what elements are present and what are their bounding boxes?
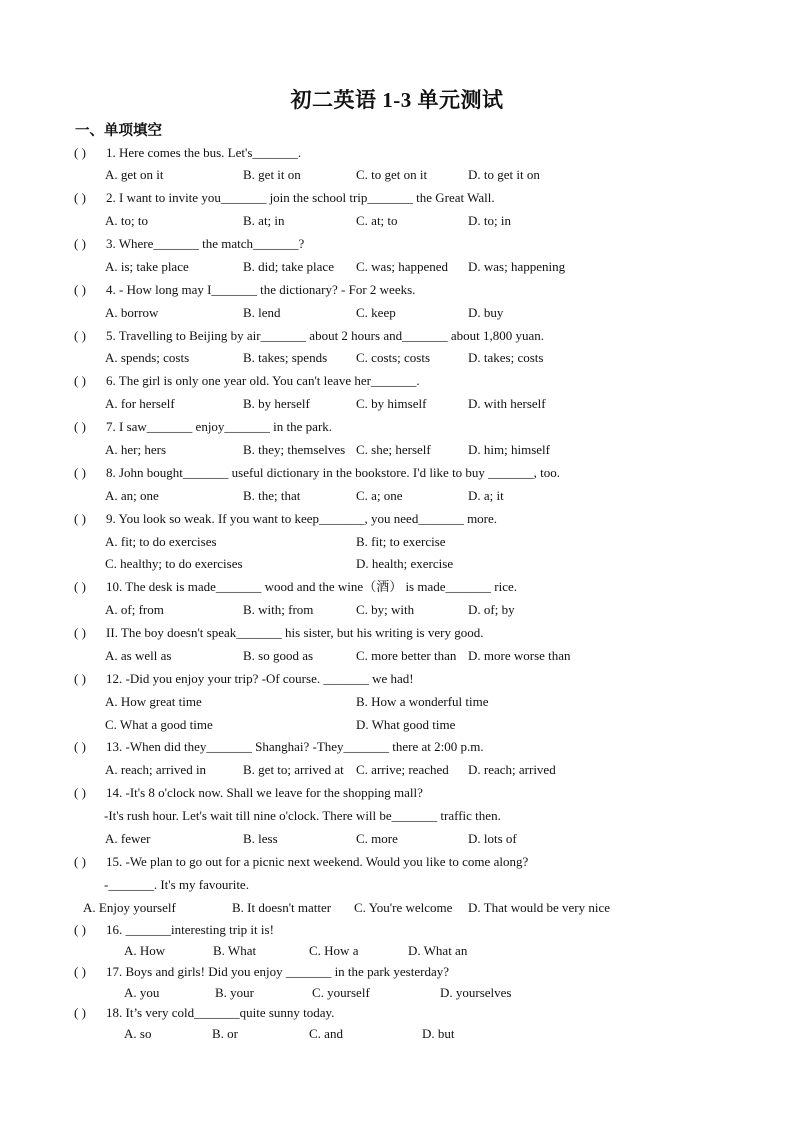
option-a[interactable]: A. to; to <box>105 213 148 228</box>
option-c[interactable]: C. more <box>356 831 398 846</box>
question-text: 1. Here comes the bus. Let's_______. <box>106 145 302 160</box>
question-9 <box>74 511 497 527</box>
question-text-continued: -It's rush hour. Let's wait till nine o'clock. There will be_______ traffic then. <box>104 808 501 823</box>
option-b[interactable]: B. or <box>212 1026 238 1041</box>
answer-blank[interactable]: ( ) <box>74 328 86 343</box>
option-c[interactable]: C. You're welcome <box>354 900 453 915</box>
answer-blank[interactable]: ( ) <box>74 1005 86 1020</box>
question-text: 7. I saw_______ enjoy_______ in the park. <box>106 419 333 434</box>
option-a[interactable]: A. fewer <box>105 831 151 846</box>
question-14 <box>74 785 423 801</box>
option-a[interactable]: A. get on it <box>105 167 164 182</box>
option-d[interactable]: D. lots of <box>468 831 517 846</box>
answer-blank[interactable]: ( ) <box>74 236 86 251</box>
option-d[interactable]: D. reach; arrived <box>468 762 556 777</box>
question-6 <box>74 373 420 389</box>
option-a[interactable]: A. you <box>124 985 160 1000</box>
question-18 <box>74 1005 334 1021</box>
option-a[interactable]: A. How great time <box>105 694 202 709</box>
option-a[interactable]: A. for herself <box>105 396 175 411</box>
option-d[interactable]: D. to; in <box>468 213 511 228</box>
question-text: 4. - How long may I_______ the dictionary? - For 2 weeks. <box>106 282 416 297</box>
answer-blank[interactable]: ( ) <box>74 739 86 754</box>
option-a[interactable]: A. Enjoy yourself <box>83 900 176 915</box>
option-c[interactable]: C. more better than <box>356 648 457 663</box>
answer-blank[interactable]: ( ) <box>74 511 86 526</box>
option-b[interactable]: B. lend <box>243 305 281 320</box>
question-5 <box>74 328 544 344</box>
option-c[interactable]: C. by himself <box>356 396 427 411</box>
option-b[interactable]: B. fit; to exercise <box>356 534 446 549</box>
option-c[interactable]: C. yourself <box>312 985 370 1000</box>
answer-blank[interactable]: ( ) <box>74 282 86 297</box>
option-a[interactable]: A. so <box>124 1026 152 1041</box>
question-text: 16. _______interesting trip it is! <box>106 922 274 937</box>
question-2 <box>74 190 495 206</box>
option-b[interactable]: B. with; from <box>243 602 314 617</box>
question-17 <box>74 964 449 980</box>
question-text: 3. Where_______ the match_______? <box>106 236 305 251</box>
option-d[interactable]: D. to get it on <box>468 167 540 182</box>
question-8 <box>74 465 560 481</box>
answer-blank[interactable]: ( ) <box>74 190 86 205</box>
question-text: 6. The girl is only one year old. You can't leave her_______. <box>106 373 420 388</box>
answer-blank[interactable]: ( ) <box>74 579 86 594</box>
question-11 <box>74 625 483 641</box>
question-text: II. The boy doesn't speak_______ his sister, but his writing is very good. <box>106 625 484 640</box>
option-d[interactable]: D. yourselves <box>440 985 512 1000</box>
option-b[interactable]: B. What <box>213 943 257 958</box>
option-c[interactable]: C. How a <box>309 943 359 958</box>
option-c[interactable]: C. at; to <box>356 213 398 228</box>
question-15 <box>74 854 528 870</box>
question-text: 9. You look so weak. If you want to keep_______, you need_______ more. <box>106 511 498 526</box>
question-text: 5. Travelling to Beijing by air_______ about 2 hours and_______ about 1,800 yuan. <box>106 328 544 343</box>
option-b[interactable]: B. so good as <box>243 648 314 663</box>
question-16 <box>74 922 274 938</box>
option-b[interactable]: B. your <box>215 985 254 1000</box>
question-7 <box>74 419 332 435</box>
option-d[interactable]: D. takes; costs <box>468 350 544 365</box>
option-b[interactable]: B. takes; spends <box>243 350 328 365</box>
option-a[interactable]: A. fit; to do exercises <box>105 534 217 549</box>
question-text: 13. -When did they_______ Shanghai? -They_______ there at 2:00 p.m. <box>106 739 484 754</box>
question-text: 14. -It's 8 o'clock now. Shall we leave for the shopping mall? <box>106 785 423 800</box>
option-c[interactable]: C. and <box>309 1026 343 1041</box>
option-d[interactable]: D. of; by <box>468 602 515 617</box>
question-12 <box>74 671 414 687</box>
answer-blank[interactable]: ( ) <box>74 922 86 937</box>
option-b[interactable]: B. by herself <box>243 396 310 411</box>
question-3 <box>74 236 304 252</box>
answer-blank[interactable]: ( ) <box>74 785 86 800</box>
question-13 <box>74 739 484 755</box>
option-d[interactable]: D. a; it <box>468 488 504 503</box>
option-a[interactable]: A. borrow <box>105 305 159 320</box>
question-text: 8. John bought_______ useful dictionary in the bookstore. I'd like to buy _______, too. <box>106 465 561 480</box>
option-d[interactable]: D. with herself <box>468 396 546 411</box>
option-a[interactable]: A. her; hers <box>105 442 167 457</box>
option-b[interactable]: B. It doesn't matter <box>232 900 332 915</box>
option-b[interactable]: B. the; that <box>243 488 301 503</box>
answer-blank[interactable]: ( ) <box>74 465 86 480</box>
question-10 <box>74 579 517 595</box>
option-c[interactable]: C. healthy; to do exercises <box>105 556 243 571</box>
question-text: 12. -Did you enjoy your trip? -Of course. _______ we had! <box>106 671 414 686</box>
option-b[interactable]: B. did; take place <box>243 259 334 274</box>
option-a[interactable]: A. is; take place <box>105 259 189 274</box>
option-c[interactable]: C. by; with <box>356 602 415 617</box>
option-d[interactable]: D. That would be very nice <box>468 900 610 915</box>
answer-blank[interactable]: ( ) <box>74 854 86 869</box>
answer-blank[interactable]: ( ) <box>74 145 86 160</box>
option-c[interactable]: C. What a good time <box>105 717 213 732</box>
option-b[interactable]: B. they; themselves <box>243 442 346 457</box>
option-d[interactable]: D. What an <box>408 943 468 958</box>
option-b[interactable]: B. get it on <box>243 167 301 182</box>
option-a[interactable]: A. spends; costs <box>105 350 190 365</box>
question-text: 18. It’s very cold_______quite sunny today. <box>106 1005 335 1020</box>
option-c[interactable]: C. costs; costs <box>356 350 431 365</box>
option-a[interactable]: A. reach; arrived in <box>105 762 207 777</box>
option-d[interactable]: D. but <box>422 1026 455 1041</box>
option-c[interactable]: C. a; one <box>356 488 403 503</box>
option-c[interactable]: C. was; happened <box>356 259 449 274</box>
option-a[interactable]: A. as well as <box>105 648 172 663</box>
question-text-continued: -_______. It's my favourite. <box>104 877 249 892</box>
answer-blank[interactable]: ( ) <box>74 419 86 434</box>
answer-blank[interactable]: ( ) <box>74 373 86 388</box>
answer-blank[interactable]: ( ) <box>74 671 86 686</box>
option-a[interactable]: A. How <box>124 943 166 958</box>
option-b[interactable]: B. get to; arrived at <box>243 762 344 777</box>
question-4 <box>74 282 415 298</box>
option-b[interactable]: B. less <box>243 831 278 846</box>
option-a[interactable]: A. of; from <box>105 602 164 617</box>
question-text: 15. -We plan to go out for a picnic next weekend. Would you like to come along? <box>106 854 529 869</box>
option-c[interactable]: C. she; herself <box>356 442 431 457</box>
question-1 <box>74 145 301 161</box>
option-b[interactable]: B. at; in <box>243 213 285 228</box>
option-c[interactable]: C. keep <box>356 305 396 320</box>
option-d[interactable]: D. health; exercise <box>356 556 454 571</box>
option-d[interactable]: D. What good time <box>356 717 456 732</box>
question-text: 17. Boys and girls! Did you enjoy _______ in the park yesterday? <box>106 964 449 979</box>
section-heading: 一、单项填空 <box>75 123 162 139</box>
question-text: 10. The desk is made_______ wood and the wine（酒） is made_______ rice. <box>106 579 517 594</box>
option-d[interactable]: D. more worse than <box>468 648 571 663</box>
page-title: 初二英语 1-3 单元测试 <box>290 88 504 112</box>
question-text: 2. I want to invite you_______ join the school trip_______ the Great Wall. <box>106 190 495 205</box>
option-d[interactable]: D. was; happening <box>468 259 566 274</box>
option-c[interactable]: C. to get on it <box>356 167 428 182</box>
option-b[interactable]: B. How a wonderful time <box>356 694 489 709</box>
answer-blank[interactable]: ( ) <box>74 964 86 979</box>
option-d[interactable]: D. buy <box>468 305 504 320</box>
option-c[interactable]: C. arrive; reached <box>356 762 449 777</box>
option-d[interactable]: D. him; himself <box>468 442 550 457</box>
option-a[interactable]: A. an; one <box>105 488 159 503</box>
answer-blank[interactable]: ( ) <box>74 625 86 640</box>
